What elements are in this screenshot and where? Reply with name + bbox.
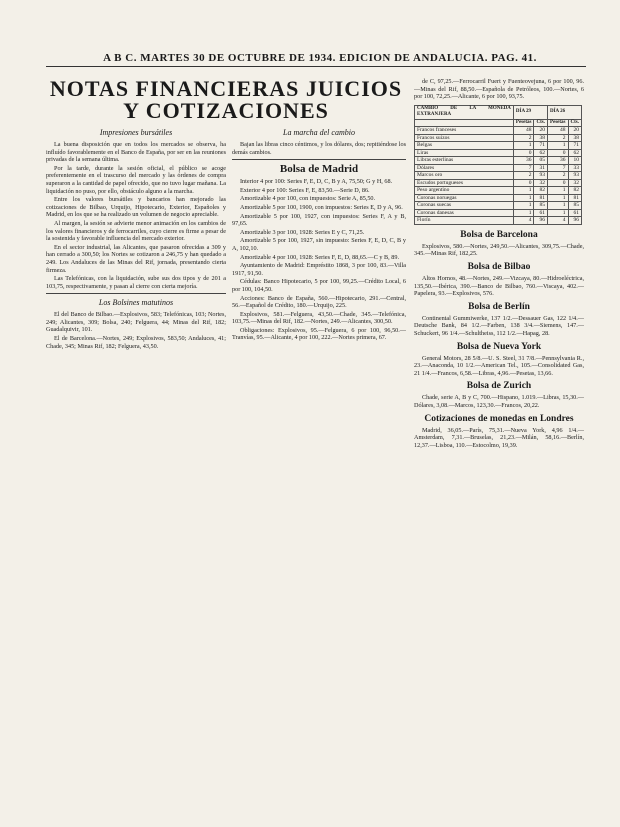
table-cell: 96 <box>534 217 547 225</box>
paragraph: Las Telefónicas, con la liquidación, sube sus dos tipos y de 201 a 103,75, respectivamente, y pasan al cierre con cierta mejoría. <box>46 275 226 290</box>
table-cell: 96 <box>568 217 581 225</box>
table-row <box>415 134 582 142</box>
table-cell: 71 <box>568 142 581 150</box>
paragraph: Amortizable 3 por 100, 1928: Series E y C, 71,25. <box>240 228 365 236</box>
exchange-table <box>414 105 582 225</box>
paragraph: Amortizable 4 por 100, con impuestos: Serie A, 85,50. <box>240 195 376 203</box>
header-rule <box>46 66 586 67</box>
table-header: DÍA 29 <box>513 105 547 119</box>
barcelona-heading: Bolsa de Barcelona <box>460 229 538 240</box>
table-subheader: Cts. <box>534 119 547 127</box>
table-row <box>415 209 582 217</box>
table-cell: 61 <box>534 209 547 217</box>
table-cell: 10 <box>568 157 581 165</box>
table-cell: 48 <box>547 127 568 135</box>
section-rule <box>232 159 406 160</box>
paragraph: Ayuntamiento de Madrid: Empréstito 1868, 3 por 100, 83.—Villa 1917, 91,50. <box>232 262 406 277</box>
table-cell: 0 <box>547 149 568 157</box>
table-row <box>415 164 582 172</box>
berlin-heading: Bolsa de Berlín <box>468 301 530 312</box>
table-cell: 20 <box>534 127 547 135</box>
table-cell: 2 <box>547 172 568 180</box>
table-cell: 32 <box>534 179 547 187</box>
table-cell: 1 <box>513 209 534 217</box>
paragraph: Amortizable 5 por 100, 1927, sin impuesto: Series F, E, D, C, B y A, 102,10. <box>232 237 406 252</box>
table-cell: Francos franceses <box>415 127 514 135</box>
table-cell: Coronas suecas <box>415 202 514 210</box>
column-foreign <box>414 78 584 818</box>
table-cell: Escudos portugueses <box>415 179 514 187</box>
paragraph: Amortizable 5 por 100, 1927, con impuestos: Series F, A y B, 97,65. <box>232 212 406 228</box>
table-cell: Libras esterlinas <box>415 157 514 165</box>
paragraph: El de Barcelona.—Nortes, 249; Explosivos, 583,50; Andaluces, 41; Chade, 345; Minas Rif, 182; Felguera, 43,50. <box>46 335 226 350</box>
table-cell: Coronas danesas <box>415 209 514 217</box>
table-cell: 32 <box>568 179 581 187</box>
section-rule <box>46 293 226 294</box>
bilbao-heading: Bolsa de Bilbao <box>467 261 531 272</box>
paragraph: Entre los valores bursátiles y bancarios han mejorado las cotizaciones de Bilbao, Urquijo, Hipotecario, Exterior, Españoles y Madrid, en los que se ha realizado un volumen de negocio apreciable. <box>46 196 226 219</box>
paragraph: La buena disposición que en todos los mercados se observa, ha influído favorablemente en el Banco de España, por ser en las reuniones privadas de la semana última. <box>46 141 226 164</box>
paragraph: Cédulas: Banco Hipotecario, 5 por 100, 99,25.—Crédito Local, 6 por 100, 104,50. <box>232 278 406 293</box>
paragraph: Interior 4 por 100: Series F, E, D, C, B y A, 75,50; G y H, 68. <box>240 178 393 186</box>
table-cell: 1 <box>513 142 534 150</box>
table-cell: 85 <box>534 202 547 210</box>
table-cell: Florín <box>415 217 514 225</box>
table-cell: 1 <box>513 194 534 202</box>
column-madrid <box>232 124 406 814</box>
impresiones-heading: Impresiones bursátiles <box>99 128 173 137</box>
table-cell: 36 <box>547 157 568 165</box>
paragraph: Por la tarde, durante la sesión oficial, el público se acoge preferentemente en el trascurso del mercado y las órdenes de compra superaron a la cantidad de papel ofrecido, que no tuvo lugar mañana. La liquidación no puso, por ello, obstáculo alguno a la marcha. <box>46 164 226 195</box>
table-subheader: Pesetas <box>547 119 568 127</box>
table-cell: 1 <box>513 202 534 210</box>
table-cell: Belgas <box>415 142 514 150</box>
table-cell: 1 <box>547 194 568 202</box>
table-cell: 85 <box>568 202 581 210</box>
table-cell: 7 <box>513 164 534 172</box>
paragraph: El del Banco de Bilbao.—Explosivos, 583; Telefónicas, 103; Nortes, 249; Alicantes, 309; Bolsa, 240; Felguera, 44; Minas del Rif, 182; Guadalquivir, 101. <box>46 311 226 334</box>
paragraph: Amortizable 5 por 100, 1900, con impuestos: Series E, D y A, 96. <box>240 203 403 211</box>
londres-heading: Cotizaciones de monedas en Londres <box>424 413 574 424</box>
table-cell: 0 <box>513 179 534 187</box>
table-cell: 1 <box>547 209 568 217</box>
paragraph: de C, 97,25.—Ferrocarril Fuert y Fuenteovejuna, 6 por 100, 96.—Minas del Rif, 88,50.—Española de Petróleos, 100.—Nortes, 6 por 100, 72,25.—Alicante, 6 por 100, 93,75. <box>414 78 584 101</box>
table-cell: 93 <box>534 172 547 180</box>
table-cell: 81 <box>534 194 547 202</box>
table-subheader: Cts. <box>568 119 581 127</box>
paragraph: Amortizable 4 por 100, 1928: Series F, E, D, 88,65.—C y B, 89. <box>240 253 399 261</box>
table-cell: Francos suizos <box>415 134 514 142</box>
table-cell: 81 <box>568 194 581 202</box>
table-cell: Dólares <box>415 164 514 172</box>
table-cell: 93 <box>568 172 581 180</box>
paragraph: Altos Hornos, 48.—Nortes, 249.—Vizcaya, 80.—Hidroeléctrica, 135,50.—Ibérica, 390.—Banco de Bilbao, 760.—Viscaya, 402.—Papelera, 93.—Explosivos, 576. <box>414 274 584 298</box>
table-cell: 31 <box>534 164 547 172</box>
table-cell: 4 <box>547 217 568 225</box>
paragraph: En el sector industrial, las Alicantes, que pasaron ofrecidas a 309 y han cerrado a 300,50; los Nortes se cotizaron a 246,75 y han quedado a 249. Los Andaluces de las Minas del Rif, jornada, presentando cierta firmeza. <box>46 243 226 274</box>
table-header: DÍA 26 <box>547 105 581 119</box>
page-title: NOTAS FINANCIERAS JUICIOS Y COTIZACIONES <box>49 76 403 123</box>
table-cell: 4 <box>513 217 534 225</box>
table-cell: 2 <box>547 134 568 142</box>
table-cell: Coronas noruegas <box>415 194 514 202</box>
bolsines-heading: Los Bolsines matutinos <box>98 298 174 308</box>
paragraph: Explosivos, 580.—Nortes, 249,50.—Alicantes, 309,75.—Chade, 345.—Minas Rif, 182,25. <box>414 242 584 258</box>
table-cell: 1 <box>547 202 568 210</box>
table-header: CAMBIO DE LA MONEDA EXTRANJERA <box>415 105 514 119</box>
table-cell: 38 <box>534 134 547 142</box>
table-row <box>415 127 582 135</box>
table-cell: 61 <box>568 209 581 217</box>
table-cell: 1 <box>547 187 568 195</box>
page-header: A B C. MARTES 30 DE OCTUBRE DE 1934. EDICION DE ANDALUCIA. PAG. 41. <box>103 52 537 64</box>
table-row <box>415 172 582 180</box>
table-cell: Peso argentino <box>415 187 514 195</box>
table-cell: 2 <box>513 172 534 180</box>
paragraph: Continental Gummiwerke, 137 1/2.—Dessauer Gas, 122 1/4.—Deutsche Bank, 84 1/2.—Farben, 138 3/4.—Siemens, 147.—Schuckert, 96 1/4.—Schultheiss, 112 1/2.—Hapag, 28. <box>414 314 584 337</box>
table-row <box>415 142 582 150</box>
table-cell: 7 <box>547 164 568 172</box>
table-cell: 2 <box>513 134 534 142</box>
table-cell: Liras <box>415 149 514 157</box>
table-subheader <box>415 119 514 127</box>
table-cell: 36 <box>513 157 534 165</box>
madrid-heading: Bolsa de Madrid <box>279 163 359 176</box>
table-row <box>415 217 582 225</box>
table-cell: 71 <box>534 142 547 150</box>
paragraph: Chade, serie A, B y C, 700.—Hispano, 1.019.—Libras, 15,30.—Dólares, 3,08.—Marcos, 123,30.—Francos, 20,22. <box>414 394 584 409</box>
table-cell: 0 <box>547 179 568 187</box>
table-cell: 1 <box>513 187 534 195</box>
table-subheader: Pesetas <box>513 119 534 127</box>
paragraph: Obligaciones: Explosivos, 95.—Felguera, 6 por 100, 96,50.—Tranvías, 95.—Alicante, 4 por 100, 222.—Nortes primera, 67. <box>232 326 406 342</box>
table-row <box>415 149 582 157</box>
table-cell: 62 <box>534 149 547 157</box>
table-cell: 62 <box>568 149 581 157</box>
newyork-heading: Bolsa de Nueva York <box>456 341 542 352</box>
table-cell: 05 <box>534 157 547 165</box>
table-cell: 33 <box>568 164 581 172</box>
paragraph: Al margen, la sesión se advierte menor animación en los cambios de los valores financieros y de ferrocarriles, cuyo cierre es firme a pesar de la sostenida y favorable influencia del mercado exterior. <box>46 219 226 243</box>
table-cell: 82 <box>534 187 547 195</box>
table-row <box>415 194 582 202</box>
paragraph: Acciones: Banco de España, 560.—Hipotecario, 291.—Central, 56.—Español de Crédito, 180.—Urquijo, 225. <box>232 294 406 310</box>
table-cell: Marcos oro <box>415 172 514 180</box>
paragraph: Explosivos, 581.—Felguera, 43,50.—Chade, 345.—Telefónica, 103,75.—Minas del Rif, 182.—Nortes, 249.—Alicantes, 300,50. <box>232 310 406 326</box>
column-impresiones <box>46 124 226 814</box>
table-row <box>415 179 582 187</box>
exchange-table-body <box>415 127 582 225</box>
paragraph: General Motors, 28 5/8.—U. S. Steel, 31 7/8.—Pennsylvania R., 23.—Anaconda, 10 1/2.—American Tel., 105.—Consolidated Gas, 21 1/4.—Francos, 6,58.—Libras, 4,96.—Pesetas, 13,66. <box>414 354 584 377</box>
table-cell: 82 <box>568 187 581 195</box>
table-cell: 1 <box>547 142 568 150</box>
paragraph: Madrid, 36,05.—París, 75,31.—Nueva York, 4,96 1/4.—Amsterdam, 7,31.—Bruselas, 21,23.—Milán, 58,16.—Berlín, 12,37.—Lisboa, 110.—Estocolmo, 19,39. <box>414 426 584 449</box>
paragraph: Bajan las libras cinco céntimos, y los dólares, dos; repitiéndose los demás cambios. <box>232 141 406 156</box>
table-row <box>415 187 582 195</box>
table-cell: 20 <box>568 127 581 135</box>
table-row <box>415 202 582 210</box>
table-cell: 48 <box>513 127 534 135</box>
marcha-heading: La marcha del cambio <box>283 128 355 137</box>
table-cell: 0 <box>513 149 534 157</box>
table-cell: 38 <box>568 134 581 142</box>
table-row <box>415 157 582 165</box>
paragraph: Exterior 4 por 100: Series F, E, 83,50.—Serie D, 86. <box>240 186 370 194</box>
zurich-heading: Bolsa de Zurich <box>466 381 532 392</box>
